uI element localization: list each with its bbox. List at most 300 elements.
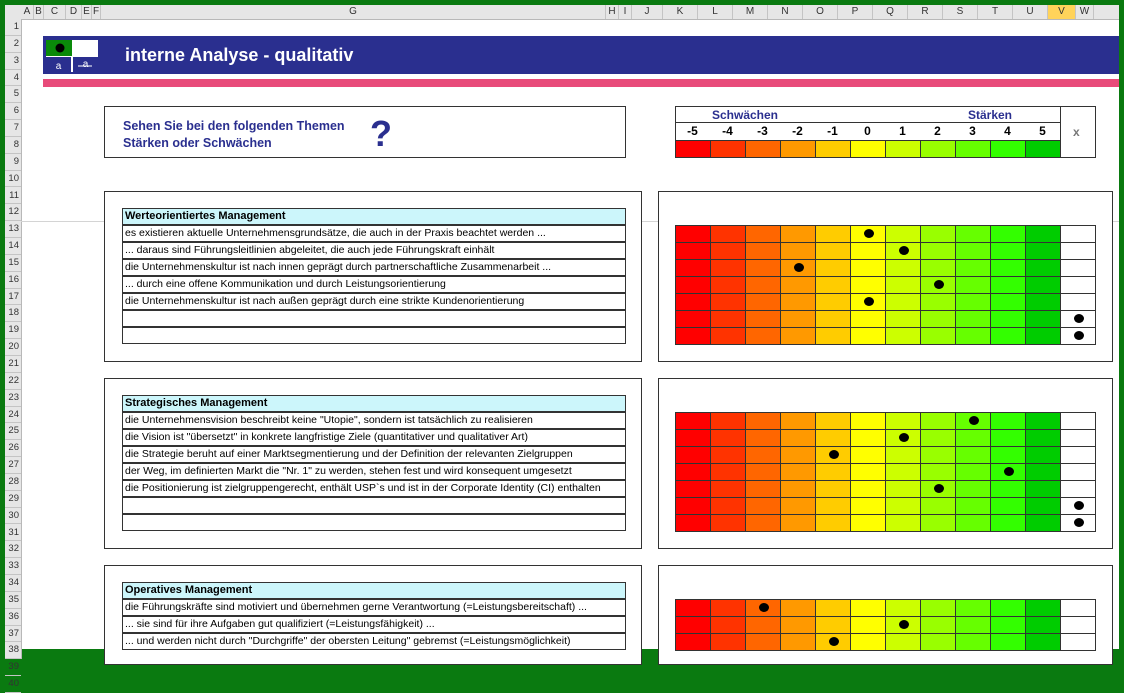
row-header[interactable]: 9 xyxy=(5,154,21,171)
rating-cell[interactable] xyxy=(675,633,711,651)
rating-cell[interactable] xyxy=(1025,327,1061,345)
rating-cell[interactable] xyxy=(1025,497,1061,515)
rating-cell[interactable] xyxy=(955,480,991,498)
rating-cell[interactable] xyxy=(1025,633,1061,651)
rating-cell[interactable] xyxy=(1025,242,1061,260)
rating-cell[interactable] xyxy=(710,327,746,345)
row-header[interactable]: 20 xyxy=(5,339,21,356)
scale-header-row xyxy=(675,106,1061,123)
row-header[interactable]: 7 xyxy=(5,120,21,137)
section-heading: Operatives Management xyxy=(122,582,626,599)
rating-cell[interactable] xyxy=(675,446,711,464)
rating-cell[interactable] xyxy=(675,259,711,277)
rating-cell[interactable] xyxy=(710,599,746,617)
rating-cell[interactable] xyxy=(850,480,886,498)
column-header[interactable]: E xyxy=(82,5,92,19)
rating-marker-icon[interactable] xyxy=(1074,518,1084,527)
rating-cell[interactable] xyxy=(990,327,1026,345)
row-header[interactable]: 35 xyxy=(5,592,21,609)
rating-cell[interactable] xyxy=(1025,599,1061,617)
rating-cell[interactable] xyxy=(710,497,746,515)
rating-cell[interactable] xyxy=(745,310,781,328)
rating-cell[interactable] xyxy=(675,480,711,498)
rating-cell[interactable] xyxy=(1025,616,1061,634)
rating-cell[interactable] xyxy=(780,616,816,634)
rating-cell[interactable] xyxy=(815,259,851,277)
row-header[interactable]: 15 xyxy=(5,255,21,272)
statement-row[interactable]: ... sie sind für ihre Aufgaben gut qualifiziert (=Leistungsfähigkeit) ... xyxy=(122,616,626,633)
rating-cell[interactable] xyxy=(990,293,1026,311)
rating-cell[interactable] xyxy=(710,276,746,294)
rating-cell[interactable] xyxy=(885,480,921,498)
rating-cell[interactable] xyxy=(745,412,781,430)
rating-cell[interactable] xyxy=(990,225,1026,243)
rating-cell[interactable] xyxy=(710,242,746,260)
rating-cell[interactable] xyxy=(675,310,711,328)
rating-cell[interactable] xyxy=(955,633,991,651)
row-header[interactable]: 12 xyxy=(5,204,21,221)
rating-cell[interactable] xyxy=(710,429,746,447)
rating-marker-icon[interactable] xyxy=(1004,467,1014,476)
rating-cell[interactable] xyxy=(675,599,711,617)
rating-cell[interactable] xyxy=(675,276,711,294)
row-header[interactable]: 14 xyxy=(5,238,21,255)
statement-row[interactable]: die Vision ist "übersetzt" in konkrete langfristige Ziele (quantitativer und qualitativer Art) xyxy=(122,429,626,446)
statement-row[interactable]: der Weg, im definierten Markt die "Nr. 1" zu werden, stehen fest und wird konsequent umgesetzt xyxy=(122,463,626,480)
rating-cell[interactable] xyxy=(745,514,781,532)
rating-cell[interactable] xyxy=(1025,293,1061,311)
statement-row[interactable] xyxy=(122,497,626,514)
rating-cell[interactable] xyxy=(850,514,886,532)
statement-row[interactable]: die Unternehmenskultur ist nach außen geprägt durch eine strikte Kundenorientierung xyxy=(122,293,626,310)
rating-marker-icon[interactable] xyxy=(759,603,769,612)
statement-row[interactable] xyxy=(122,310,626,327)
row-header[interactable]: 1 xyxy=(5,19,21,36)
rating-cell[interactable] xyxy=(1025,446,1061,464)
rating-cell[interactable] xyxy=(780,514,816,532)
rating-cell[interactable] xyxy=(920,327,956,345)
statement-row[interactable]: die Strategie beruht auf einer Marktsegmentierung und der Definition der relevanten Zielgruppen xyxy=(122,446,626,463)
rating-cell[interactable] xyxy=(920,497,956,515)
rating-cell[interactable] xyxy=(920,446,956,464)
rating-cell-na[interactable] xyxy=(1060,446,1096,464)
scale-value: 4 xyxy=(1004,124,1011,138)
row-header[interactable]: 6 xyxy=(5,103,21,120)
rating-cell[interactable] xyxy=(850,429,886,447)
rating-cell[interactable] xyxy=(885,259,921,277)
rating-cell[interactable] xyxy=(1025,259,1061,277)
rating-cell[interactable] xyxy=(990,599,1026,617)
row-header[interactable]: 25 xyxy=(5,423,21,440)
rating-cell[interactable] xyxy=(850,599,886,617)
rating-cell-na[interactable] xyxy=(1060,599,1096,617)
scale-value: -3 xyxy=(757,124,768,138)
row-header[interactable]: 32 xyxy=(5,541,21,558)
rating-cell[interactable] xyxy=(955,497,991,515)
rating-cell[interactable] xyxy=(955,616,991,634)
rating-cell[interactable] xyxy=(815,514,851,532)
rating-cell[interactable] xyxy=(955,429,991,447)
rating-cell[interactable] xyxy=(675,412,711,430)
rating-cell[interactable] xyxy=(745,633,781,651)
rating-cell[interactable] xyxy=(710,480,746,498)
rating-cell[interactable] xyxy=(745,616,781,634)
rating-cell[interactable] xyxy=(955,463,991,481)
row-header[interactable]: 5 xyxy=(5,86,21,103)
rating-cell[interactable] xyxy=(780,310,816,328)
rating-cell[interactable] xyxy=(745,293,781,311)
rating-cell[interactable] xyxy=(780,599,816,617)
rating-cell[interactable] xyxy=(1025,225,1061,243)
rating-cell[interactable] xyxy=(815,412,851,430)
rating-cell[interactable] xyxy=(675,242,711,260)
rating-cell[interactable] xyxy=(990,633,1026,651)
rating-cell[interactable] xyxy=(885,276,921,294)
row-header[interactable]: 18 xyxy=(5,305,21,322)
row-header[interactable]: 39 xyxy=(5,659,21,676)
rating-cell-na[interactable] xyxy=(1060,225,1096,243)
row-header[interactable]: 23 xyxy=(5,390,21,407)
row-header[interactable]: 37 xyxy=(5,626,21,643)
rating-cell[interactable] xyxy=(955,225,991,243)
section-heading: Werteorientiertes Management xyxy=(122,208,626,225)
weakness-label: Schwächen xyxy=(711,108,779,122)
rating-cell[interactable] xyxy=(745,225,781,243)
rating-cell[interactable] xyxy=(990,497,1026,515)
rating-cell[interactable] xyxy=(815,463,851,481)
rating-cell[interactable] xyxy=(990,412,1026,430)
rating-cell[interactable] xyxy=(815,310,851,328)
column-header[interactable]: H xyxy=(606,5,619,19)
row-header[interactable]: 3 xyxy=(5,53,21,70)
rating-cell[interactable] xyxy=(745,276,781,294)
rating-cell[interactable] xyxy=(710,259,746,277)
column-header[interactable]: P xyxy=(838,5,873,19)
rating-cell-na[interactable] xyxy=(1060,463,1096,481)
rating-cell[interactable] xyxy=(745,242,781,260)
scale-value: 2 xyxy=(934,124,941,138)
rating-cell[interactable] xyxy=(710,310,746,328)
rating-cell[interactable] xyxy=(850,412,886,430)
column-header[interactable]: I xyxy=(619,5,632,19)
rating-cell[interactable] xyxy=(850,446,886,464)
row-header[interactable]: 8 xyxy=(5,137,21,154)
rating-cell[interactable] xyxy=(850,633,886,651)
rating-marker-icon[interactable] xyxy=(934,484,944,493)
statement-row[interactable]: ... und werden nicht durch "Durchgriffe" der obersten Leitung" gebremst (=Leistungsmöglichkeit) xyxy=(122,633,626,650)
row-header[interactable]: 27 xyxy=(5,457,21,474)
rating-cell[interactable] xyxy=(675,429,711,447)
column-header[interactable]: S xyxy=(943,5,978,19)
rating-marker-icon[interactable] xyxy=(864,297,874,306)
statement-row[interactable]: die Führungskräfte sind motiviert und übernehmen gerne Verantwortung (=Leistungsbereitschaft) ... xyxy=(122,599,626,616)
rating-cell[interactable] xyxy=(1025,412,1061,430)
rating-cell[interactable] xyxy=(955,242,991,260)
scale-color-cell xyxy=(885,140,921,158)
rating-cell[interactable] xyxy=(885,327,921,345)
rating-cell[interactable] xyxy=(990,310,1026,328)
rating-cell[interactable] xyxy=(955,293,991,311)
statement-row[interactable]: die Unternehmensvision beschreibt keine "Utopie", sondern ist tatsächlich zu realisieren xyxy=(122,412,626,429)
column-header[interactable]: W xyxy=(1076,5,1094,19)
rating-cell[interactable] xyxy=(710,225,746,243)
rating-cell[interactable] xyxy=(780,242,816,260)
rating-cell[interactable] xyxy=(1025,480,1061,498)
rating-cell[interactable] xyxy=(780,327,816,345)
column-header[interactable]: D xyxy=(66,5,82,19)
row-header[interactable]: 2 xyxy=(5,36,21,53)
rating-cell-na[interactable] xyxy=(1060,480,1096,498)
row-header[interactable]: 26 xyxy=(5,440,21,457)
rating-cell[interactable] xyxy=(745,480,781,498)
rating-cell[interactable] xyxy=(885,446,921,464)
column-header[interactable]: C xyxy=(44,5,66,19)
row-header[interactable]: 19 xyxy=(5,322,21,339)
rating-marker-icon[interactable] xyxy=(1074,501,1084,510)
rating-cell[interactable] xyxy=(710,616,746,634)
rating-cell[interactable] xyxy=(710,412,746,430)
rating-cell-na[interactable] xyxy=(1060,616,1096,634)
row-header[interactable]: 11 xyxy=(5,188,21,205)
rating-cell[interactable] xyxy=(990,616,1026,634)
rating-cell[interactable] xyxy=(780,225,816,243)
rating-cell[interactable] xyxy=(885,463,921,481)
rating-cell[interactable] xyxy=(850,276,886,294)
rating-marker-icon[interactable] xyxy=(899,433,909,442)
rating-cell[interactable] xyxy=(780,276,816,294)
rating-cell[interactable] xyxy=(675,463,711,481)
page-title: interne Analyse - qualitativ xyxy=(125,45,354,65)
rating-cell[interactable] xyxy=(920,429,956,447)
rating-cell[interactable] xyxy=(920,293,956,311)
rating-cell[interactable] xyxy=(780,293,816,311)
rating-cell[interactable] xyxy=(780,497,816,515)
rating-cell[interactable] xyxy=(745,259,781,277)
rating-cell[interactable] xyxy=(710,463,746,481)
rating-cell-na[interactable] xyxy=(1060,259,1096,277)
rating-cell[interactable] xyxy=(920,599,956,617)
scale-value: -2 xyxy=(792,124,803,138)
rating-cell[interactable] xyxy=(675,327,711,345)
rating-cell[interactable] xyxy=(850,242,886,260)
rating-cell[interactable] xyxy=(780,463,816,481)
rating-cell[interactable] xyxy=(780,429,816,447)
column-header[interactable]: F xyxy=(92,6,100,17)
rating-cell[interactable] xyxy=(745,327,781,345)
accent-divider xyxy=(43,79,1119,87)
rating-cell[interactable] xyxy=(745,497,781,515)
rating-cell[interactable] xyxy=(1025,276,1061,294)
rating-cell[interactable] xyxy=(885,310,921,328)
rating-cell-na[interactable] xyxy=(1060,293,1096,311)
row-header[interactable]: 30 xyxy=(5,508,21,525)
rating-cell[interactable] xyxy=(815,225,851,243)
column-header[interactable]: L xyxy=(698,5,733,19)
column-header[interactable]: A xyxy=(21,5,34,19)
rating-marker-icon[interactable] xyxy=(1074,314,1084,323)
row-header[interactable]: 22 xyxy=(5,373,21,390)
rating-cell[interactable] xyxy=(920,259,956,277)
question-line-1: Sehen Sie bei den folgenden Themen xyxy=(123,119,345,133)
rating-cell[interactable] xyxy=(955,259,991,277)
rating-cell[interactable] xyxy=(780,446,816,464)
rating-cell[interactable] xyxy=(850,259,886,277)
rating-cell[interactable] xyxy=(920,242,956,260)
rating-cell[interactable] xyxy=(780,480,816,498)
rating-cell[interactable] xyxy=(955,310,991,328)
rating-marker-icon[interactable] xyxy=(899,246,909,255)
rating-cell[interactable] xyxy=(850,616,886,634)
rating-cell[interactable] xyxy=(1025,429,1061,447)
rating-cell[interactable] xyxy=(1025,514,1061,532)
rating-cell-na[interactable] xyxy=(1060,633,1096,651)
rating-cell[interactable] xyxy=(850,463,886,481)
rating-cell[interactable] xyxy=(920,633,956,651)
column-header[interactable]: V xyxy=(1048,5,1076,19)
rating-cell[interactable] xyxy=(815,242,851,260)
rating-marker-icon[interactable] xyxy=(1074,331,1084,340)
rating-marker-icon[interactable] xyxy=(899,620,909,629)
rating-cell[interactable] xyxy=(815,497,851,515)
logo-icon xyxy=(46,40,98,72)
rating-cell[interactable] xyxy=(1025,463,1061,481)
rating-cell[interactable] xyxy=(815,293,851,311)
rating-cell[interactable] xyxy=(990,446,1026,464)
column-header[interactable]: J xyxy=(632,5,663,19)
rating-cell-na[interactable] xyxy=(1060,242,1096,260)
rating-cell[interactable] xyxy=(885,412,921,430)
rating-marker-icon[interactable] xyxy=(864,229,874,238)
rating-cell[interactable] xyxy=(815,276,851,294)
rating-marker-icon[interactable] xyxy=(794,263,804,272)
row-header[interactable]: 4 xyxy=(5,70,21,87)
statement-row[interactable] xyxy=(122,327,626,344)
rating-cell[interactable] xyxy=(675,225,711,243)
row-header[interactable]: 21 xyxy=(5,356,21,373)
rating-marker-icon[interactable] xyxy=(829,637,839,646)
rating-cell[interactable] xyxy=(675,497,711,515)
rating-cell[interactable] xyxy=(815,429,851,447)
rating-cell[interactable] xyxy=(675,616,711,634)
column-header[interactable]: U xyxy=(1013,5,1048,19)
row-header[interactable]: 31 xyxy=(5,525,21,542)
row-header[interactable]: 24 xyxy=(5,407,21,424)
row-header[interactable]: 29 xyxy=(5,491,21,508)
column-header[interactable]: R xyxy=(908,5,943,19)
column-header[interactable]: B xyxy=(34,5,44,19)
scale-color-cell xyxy=(850,140,886,158)
rating-cell[interactable] xyxy=(990,276,1026,294)
rating-cell-na[interactable] xyxy=(1060,429,1096,447)
rating-cell[interactable] xyxy=(710,514,746,532)
rating-cell[interactable] xyxy=(920,412,956,430)
rating-cell[interactable] xyxy=(990,259,1026,277)
row-header[interactable]: 28 xyxy=(5,474,21,491)
rating-cell[interactable] xyxy=(955,276,991,294)
rating-cell[interactable] xyxy=(990,429,1026,447)
column-header[interactable]: Q xyxy=(873,5,908,19)
rating-cell[interactable] xyxy=(920,616,956,634)
row-header[interactable]: 16 xyxy=(5,272,21,289)
statement-row[interactable]: die Positionierung ist zielgruppengerecht, enthält USP`s und ist in der Corporate Identity (CI) enthalten xyxy=(122,480,626,497)
rating-cell[interactable] xyxy=(710,446,746,464)
rating-cell[interactable] xyxy=(850,497,886,515)
rating-cell[interactable] xyxy=(780,633,816,651)
rating-cell-na[interactable] xyxy=(1060,412,1096,430)
rating-cell[interactable] xyxy=(815,616,851,634)
row-header[interactable]: 34 xyxy=(5,575,21,592)
rating-cell-na[interactable] xyxy=(1060,276,1096,294)
rating-cell[interactable] xyxy=(920,514,956,532)
rating-cell[interactable] xyxy=(1025,310,1061,328)
rating-cell[interactable] xyxy=(990,242,1026,260)
row-header[interactable]: 17 xyxy=(5,289,21,306)
rating-cell[interactable] xyxy=(990,514,1026,532)
statement-row[interactable]: es existieren aktuelle Unternehmensgrundsätze, die auch in der Praxis beachtet werden ... xyxy=(122,225,626,242)
rating-cell[interactable] xyxy=(955,446,991,464)
column-header[interactable]: N xyxy=(768,5,803,19)
rating-cell[interactable] xyxy=(745,446,781,464)
rating-marker-icon[interactable] xyxy=(969,416,979,425)
rating-cell[interactable] xyxy=(990,480,1026,498)
column-header[interactable]: G xyxy=(101,5,606,19)
scale-color-cell xyxy=(955,140,991,158)
row-header[interactable]: 10 xyxy=(5,171,21,188)
row-header[interactable]: 40 xyxy=(5,676,21,693)
rating-cell[interactable] xyxy=(955,514,991,532)
rating-cell[interactable] xyxy=(955,599,991,617)
rating-cell[interactable] xyxy=(885,225,921,243)
statement-row[interactable]: ... durch eine offene Kommunikation und durch Leistungsorientierung xyxy=(122,276,626,293)
rating-cell[interactable] xyxy=(780,412,816,430)
statement-row[interactable]: ... daraus sind Führungsleitlinien abgeleitet, die auch jede Führungskraft einhält xyxy=(122,242,626,259)
row-header[interactable]: 33 xyxy=(5,558,21,575)
rating-cell[interactable] xyxy=(920,310,956,328)
column-header[interactable]: T xyxy=(978,5,1013,19)
rating-cell[interactable] xyxy=(815,327,851,345)
statement-row[interactable]: die Unternehmenskultur ist nach innen geprägt durch partnerschaftliche Zusammenarbeit ... xyxy=(122,259,626,276)
rating-marker-icon[interactable] xyxy=(934,280,944,289)
rating-cell[interactable] xyxy=(745,463,781,481)
rating-cell[interactable] xyxy=(885,599,921,617)
scale-value: 1 xyxy=(899,124,906,138)
rating-cell[interactable] xyxy=(920,463,956,481)
rating-cell[interactable] xyxy=(675,293,711,311)
rating-cell[interactable] xyxy=(920,225,956,243)
rating-cell[interactable] xyxy=(710,293,746,311)
rating-cell[interactable] xyxy=(745,429,781,447)
rating-cell[interactable] xyxy=(955,327,991,345)
row-header[interactable]: 38 xyxy=(5,642,21,659)
statement-row[interactable] xyxy=(122,514,626,531)
rating-cell[interactable] xyxy=(815,599,851,617)
rating-cell[interactable] xyxy=(710,633,746,651)
rating-cell[interactable] xyxy=(850,310,886,328)
rating-cell[interactable] xyxy=(885,293,921,311)
rating-cell[interactable] xyxy=(675,514,711,532)
column-header[interactable]: K xyxy=(663,5,698,19)
rating-marker-icon[interactable] xyxy=(829,450,839,459)
column-header[interactable]: M xyxy=(733,5,768,19)
row-header[interactable]: 36 xyxy=(5,609,21,626)
rating-cell[interactable] xyxy=(885,514,921,532)
rating-cell[interactable] xyxy=(815,480,851,498)
row-header[interactable]: 13 xyxy=(5,221,21,238)
rating-cell[interactable] xyxy=(885,497,921,515)
column-header[interactable]: O xyxy=(803,5,838,19)
rating-cell[interactable] xyxy=(885,633,921,651)
rating-cell[interactable] xyxy=(850,327,886,345)
